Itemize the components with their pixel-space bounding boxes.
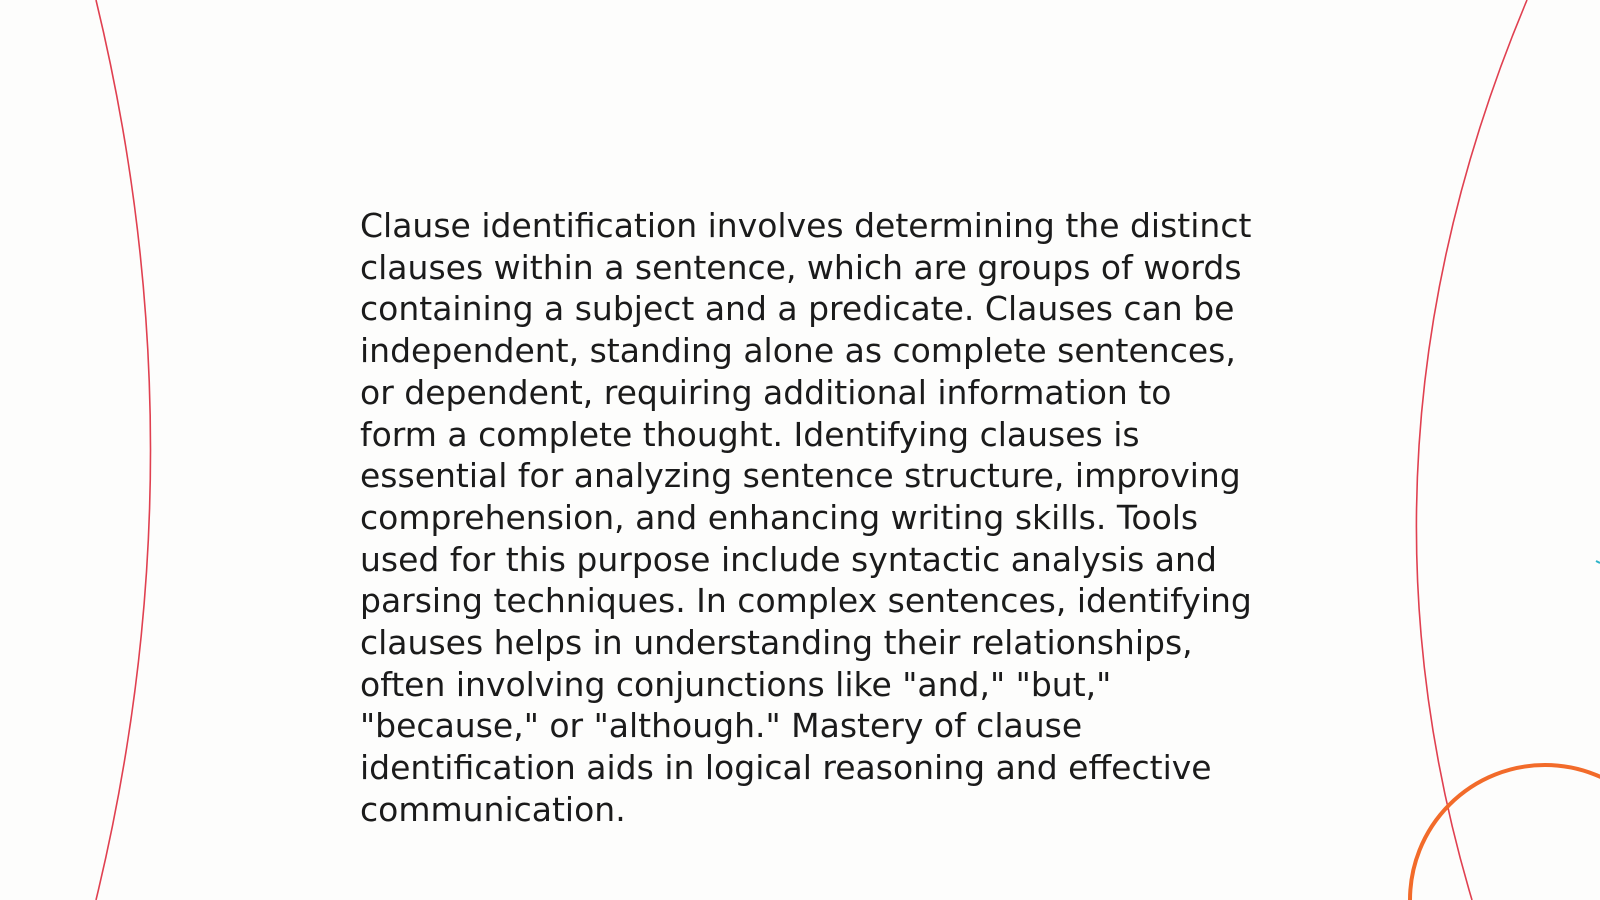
left-arc — [96, 0, 151, 900]
edge-accent — [1596, 561, 1600, 563]
corner-circle — [1410, 765, 1600, 900]
right-arc — [1416, 0, 1527, 900]
body-paragraph: Clause identification involves determining the distinct clauses within a sentence, which are groups of words containing a subject and a predicate. Clauses can be independent, standing alone as complete sentences, or dependent, requiring additional information to form a complete thought. Identifying clauses is essential for analyzing sentence structure, improving comprehension, and enhancing writing skills. Tools used for this purpose include syntactic analysis and parsing techniques. In complex sentences, identifying clauses helps in understanding their relationships, often involving conjunctions like "and," "but," "because," or "although." Mastery of clause identification aids in logical reasoning and effective communication. — [360, 206, 1252, 829]
